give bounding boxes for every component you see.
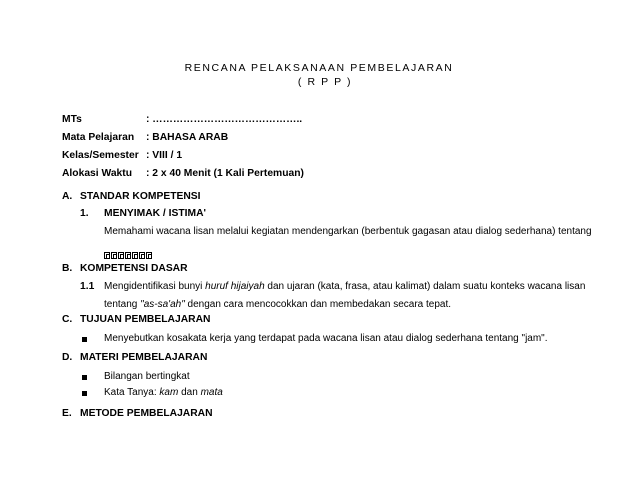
section-d-bullet2-text: Kata Tanya: kam dan mata [104, 387, 223, 398]
info-value-subject: : BAHASA ARAB [146, 132, 229, 143]
info-value-mts: : …………………………………….. [146, 114, 303, 125]
section-a-item-text: Memahami wacana lisan melalui kegiatan mendengarkan (berbentuk gagasan atau dialog sederhana) tentang [104, 226, 592, 237]
section-a-heading: STANDAR KOMPETENSI [80, 191, 201, 202]
bullet-icon [82, 375, 87, 380]
section-a-letter: A. [62, 191, 73, 202]
section-d-heading: MATERI PEMBELAJARAN [80, 352, 208, 363]
section-b-heading: KOMPETENSI DASAR [80, 263, 188, 274]
section-e-heading: METODE PEMBELAJARAN [80, 408, 213, 419]
bullet-icon [82, 337, 87, 342]
info-value-class: : VIII / 1 [146, 150, 183, 161]
section-a-item-title: MENYIMAK / ISTIMA' [104, 208, 206, 219]
info-value-time: : 2 x 40 Menit (1 Kali Pertemuan) [146, 168, 304, 179]
section-b-letter: B. [62, 263, 73, 274]
document-subtitle: ( R P P ) [297, 76, 353, 88]
bullet-icon [82, 391, 87, 396]
section-c-bullet-text: Menyebutkan kosakata kerja yang terdapat pada wacana lisan atau dialog sederhana tentang "jam". [104, 333, 548, 344]
document-title: RENCANA PELAKSANAAN PEMBELAJARAN [184, 62, 454, 74]
info-label-mts: MTs [62, 114, 82, 125]
section-e-letter: E. [62, 408, 72, 419]
info-label-class: Kelas/Semester [62, 150, 139, 161]
section-c-letter: C. [62, 314, 73, 325]
section-b-item-number: 1.1 [80, 281, 95, 292]
section-b-item-line2: tentang "as-sa'ah" dengan cara mencocokkan dan membedakan secara tepat. [104, 299, 452, 310]
info-label-subject: Mata Pelajaran [62, 132, 135, 143]
missing-glyph-boxes [104, 246, 153, 264]
section-d-letter: D. [62, 352, 73, 363]
section-a-item-number: 1. [80, 208, 89, 219]
section-d-bullet1-text: Bilangan bertingkat [104, 371, 190, 382]
section-c-heading: TUJUAN PEMBELAJARAN [80, 314, 211, 325]
info-label-time: Alokasi Waktu [62, 168, 132, 179]
section-b-item-line1: Mengidentifikasi bunyi huruf hijaiyah dan ujaran (kata, frasa, atau kalimat) dalam suatu konteks wacana lisan [104, 281, 586, 292]
